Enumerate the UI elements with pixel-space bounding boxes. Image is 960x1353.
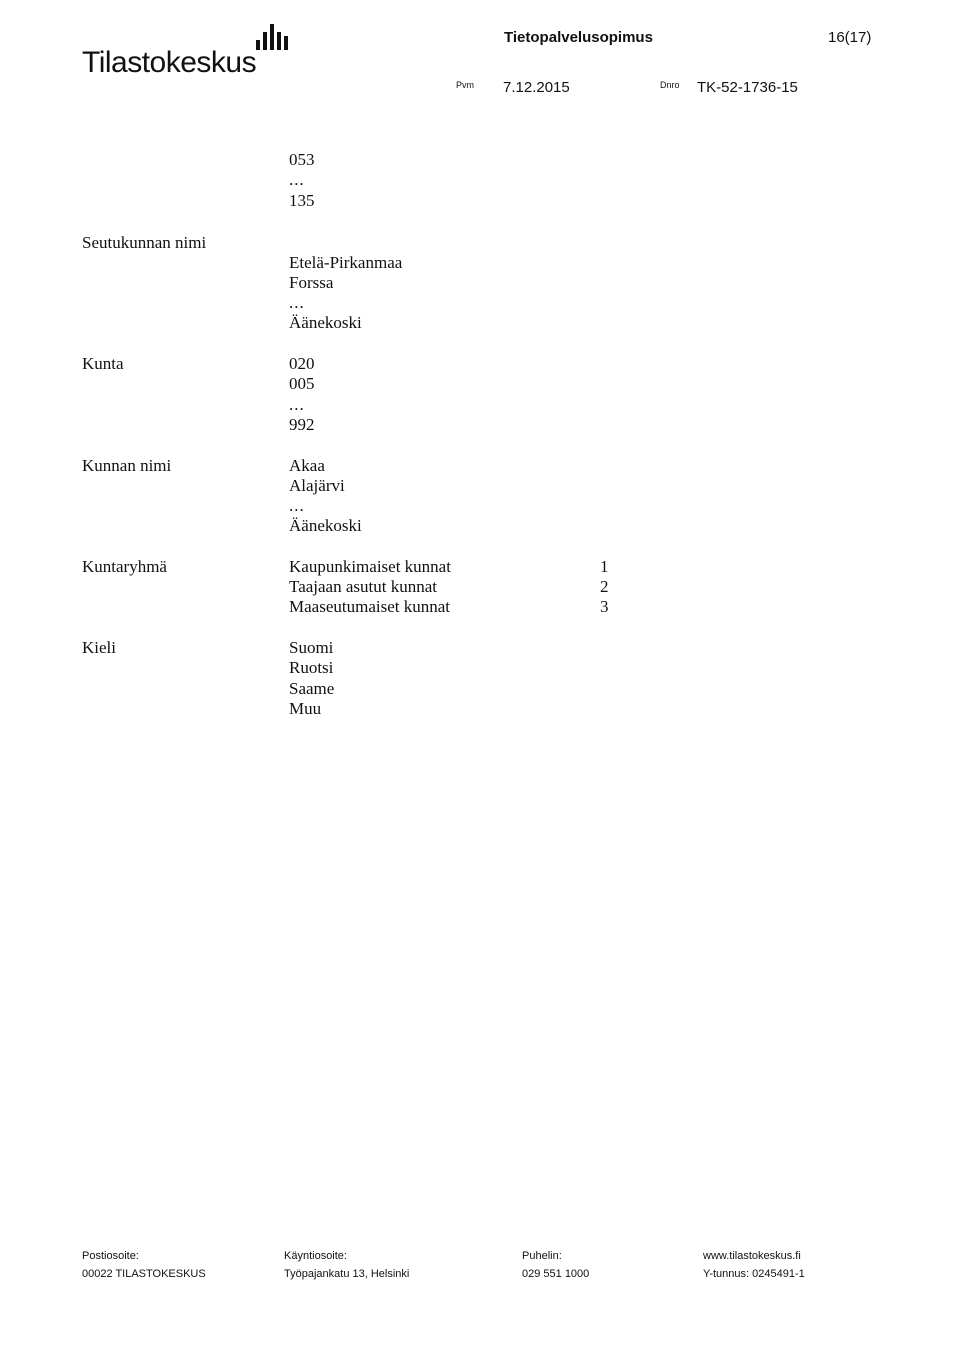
kunta-value: 005 — [289, 374, 315, 393]
page-number: 16(17) — [828, 29, 872, 46]
logo-bars-icon — [256, 22, 290, 50]
kieli-value: Ruotsi — [289, 658, 334, 677]
kunta-label: Kunta — [82, 354, 124, 373]
kunnan-nimi-ellipsis: ... — [289, 496, 305, 515]
footer-phone-value: 029 551 1000 — [522, 1268, 590, 1280]
footer-visit-label: Käyntiosoite: — [284, 1250, 347, 1262]
kunta-value: 020 — [289, 354, 315, 373]
kieli-value: Saame — [289, 679, 335, 698]
footer-postal-label: Postiosoite: — [82, 1250, 139, 1262]
kuntaryhma-name: Maaseutumaiset kunnat — [289, 597, 450, 616]
top-code-last: 135 — [289, 191, 315, 210]
seutukunta-ellipsis: ... — [289, 293, 305, 312]
kunnan-nimi-value: Äänekoski — [289, 516, 362, 535]
kuntaryhma-code: 3 — [600, 597, 609, 616]
footer-business-id: Y-tunnus: 0245491-1 — [703, 1268, 805, 1280]
footer-website-link[interactable]: www.tilastokeskus.fi — [703, 1250, 801, 1262]
top-code-first: 053 — [289, 150, 315, 169]
kunta-value: 992 — [289, 415, 315, 434]
kieli-value: Muu — [289, 699, 322, 718]
seutukunnan-nimi-label: Seutukunnan nimi — [82, 233, 207, 252]
footer-visit-value: Työpajankatu 13, Helsinki — [284, 1268, 410, 1280]
kunta-ellipsis: ... — [289, 395, 305, 414]
kuntaryhma-name: Kaupunkimaiset kunnat — [289, 557, 451, 576]
seutukunta-value: Äänekoski — [289, 313, 362, 332]
kuntaryhma-code: 1 — [600, 557, 609, 576]
logo-text: Tilastokeskus — [82, 46, 257, 79]
kieli-label: Kieli — [82, 638, 116, 657]
kuntaryhma-name: Taajaan asutut kunnat — [289, 577, 437, 596]
kunnan-nimi-value: Akaa — [289, 456, 325, 475]
kieli-value: Suomi — [289, 638, 334, 657]
kunnan-nimi-label: Kunnan nimi — [82, 456, 172, 475]
record-number-label: Dnro — [660, 80, 680, 90]
kuntaryhma-label: Kuntaryhmä — [82, 557, 167, 576]
footer-phone-label: Puhelin: — [522, 1250, 562, 1262]
date-label: Pvm — [456, 80, 474, 90]
seutukunta-value: Etelä-Pirkanmaa — [289, 253, 403, 272]
kuntaryhma-code: 2 — [600, 577, 609, 596]
top-code-ellipsis: ... — [289, 170, 305, 189]
kunnan-nimi-value: Alajärvi — [289, 476, 345, 495]
record-number-value: TK-52-1736-15 — [697, 79, 798, 96]
document-title: Tietopalvelusopimus — [504, 29, 653, 46]
date-value: 7.12.2015 — [503, 79, 570, 96]
seutukunta-value: Forssa — [289, 273, 334, 292]
footer-postal-value: 00022 TILASTOKESKUS — [82, 1268, 206, 1280]
